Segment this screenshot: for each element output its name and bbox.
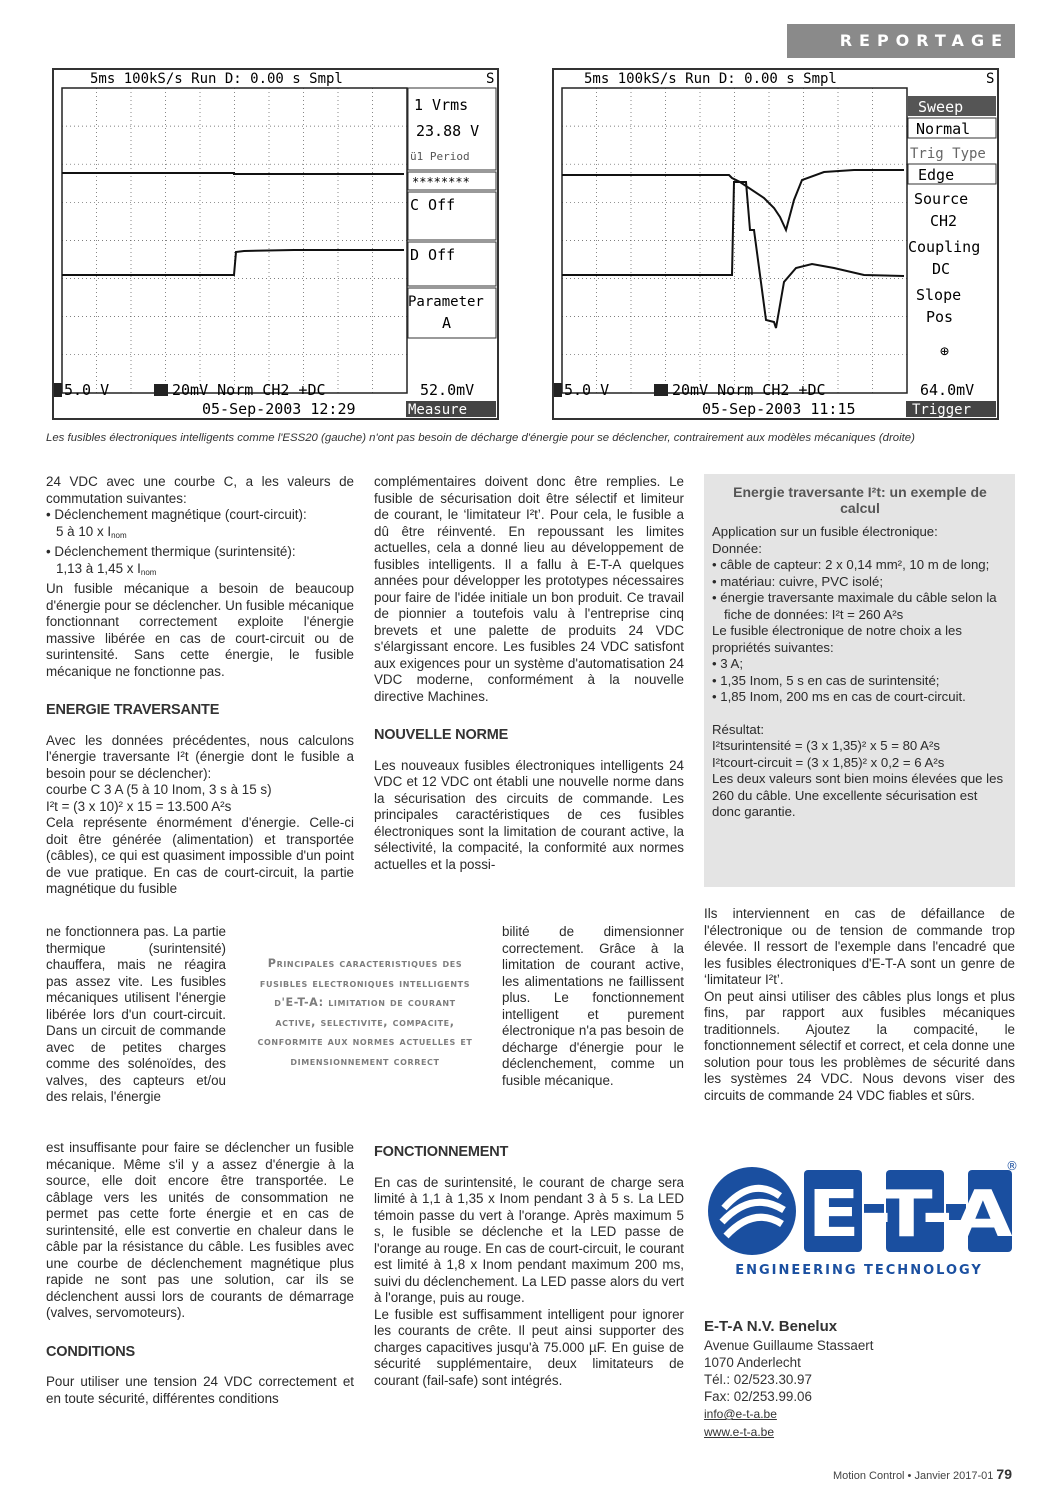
svg-text:Trig Type: Trig Type — [910, 146, 986, 162]
paragraph: bilité de dimensionner correctement. Grâce à la limitation de courant active, les alimentations ne faillissent plus. Le fonctionnement intelligent et purement électronique n'a pas besoin de décharge d'énergie pour le déclenchement, comme un fusible mécanique. — [502, 924, 684, 1088]
figure-caption: Les fusibles électroniques intelligents comme l'ESS20 (gauche) n'ont pas besoin de décharge d'énergie pour se déclencher, contrairement aux modèles mécaniques (droite) — [46, 432, 915, 444]
svg-text:A: A — [442, 314, 452, 332]
section-heading: NOUVELLE NORME — [374, 727, 509, 743]
scope-left-button: Measure — [408, 402, 468, 418]
svg-text:C Off: C Off — [410, 196, 456, 214]
svg-text:D Off: D Off — [410, 246, 456, 264]
scope-right-topbar-end: S — [986, 71, 995, 87]
bullet-value: 5 à 10 x $I_{nom}$ — [56, 523, 127, 540]
scope-right-date: 05-Sep-2003 11:15 — [702, 400, 856, 418]
box-list-item: • 1,85 Inom, 200 ms en cas de court-circuit. — [712, 689, 966, 704]
box-conclusion: Les deux valeurs sont bien moins élevées que les 260 du câble. Une excellente sécurisation est donc garantie. — [712, 771, 1004, 819]
phone: Tél.: 02/523.30.97 — [704, 1372, 812, 1387]
scope-left-date: 05-Sep-2003 12:29 — [202, 400, 356, 418]
address-city: 1070 Anderlecht — [704, 1355, 801, 1370]
scope-left-topbar-end: S — [486, 71, 495, 87]
column-1-wrap — [46, 924, 226, 1106]
contact-block — [704, 1318, 1015, 1441]
box-list-item: • matériau: cuivre, PVC isolé; — [712, 573, 883, 589]
column-1 — [46, 474, 354, 898]
scope-left-reading: 52.0mV — [420, 381, 475, 399]
svg-text:Source: Source — [914, 190, 969, 208]
website-link[interactable]: www.e-t-a.be — [704, 1425, 775, 1439]
svg-text:Sweep: Sweep — [918, 98, 964, 116]
box-list-item: • câble de capteur: 2 x 0,14 mm², 10 m de long; — [712, 557, 990, 572]
oscilloscope-right-screen — [554, 70, 997, 418]
box-text: Application sur un fusible électronique: — [712, 524, 938, 539]
trace-bottom — [62, 250, 404, 275]
paragraph: Le fusible est suffisamment intelligent pour ignorer les courants de crête. Il peut ainsi supporter des charges capacitives jusqu'à 75.000 µF. En guise de sécurité supplémentaire, deux limitateurs de courant (fail-safe) sont intégrés. — [374, 1306, 684, 1388]
scope-right-reading: 64.0mV — [920, 381, 975, 399]
svg-text:Pos: Pos — [926, 308, 954, 326]
scope-right-menu — [908, 96, 996, 360]
example-box — [704, 474, 1015, 887]
svg-text:CH2: CH2 — [930, 212, 958, 230]
scope-left-ch2-info: 20mV Norm CH2 +DC — [172, 381, 326, 399]
column-2-bottom — [374, 1144, 684, 1389]
company-name: E-T-A N.V. Benelux — [704, 1318, 838, 1335]
paragraph: ne fonctionnera pas. La partie thermique (surintensité) chauffera, mais ne réagira pas assez vite. Les fusibles mécaniques utilisent l'énergie libérée lors d'un court-circuit. Dans un circuit de commande avec de petites charges comme des solénoïdes, des valves, des capteurs et/ou des relais, l'énergie — [46, 924, 226, 1104]
paragraph: Avec les données précédentes, nous calculons l'énergie traversante I²t (énergie dont le fusible a besoin pour se déclencher): — [46, 732, 354, 781]
svg-text:⊕: ⊕ — [940, 342, 950, 360]
svg-text:Parameter: Parameter — [408, 294, 484, 310]
scope-right-topbar: 5ms 100kS/s Run D: 0.00 s Smpl — [584, 71, 837, 87]
box-text: Le fusible électronique de notre choix a les propriétés suivantes: — [712, 623, 962, 655]
scope-left-menu — [408, 88, 496, 338]
svg-text:1 Vrms: 1 Vrms — [414, 96, 469, 114]
section-heading: CONDITIONS — [46, 1343, 136, 1360]
oscilloscope-left-screen — [54, 70, 497, 418]
bullet-item: • Déclenchement magnétique (court-circuit): — [46, 507, 307, 522]
box-result: I²tsurintensité = (3 x 1,35)² x 5 = 80 A²s — [712, 738, 940, 753]
trace-top — [62, 173, 404, 174]
box-result: I²tcourt-circuit = (3 x 1,85)² x 0,2 = 6 A²s — [712, 754, 945, 770]
column-2-wrap — [502, 924, 684, 1089]
page-footer — [833, 1466, 1012, 1482]
bullet-item: • Déclenchement thermique (surintensité): — [46, 544, 296, 559]
paragraph: 24 VDC avec une courbe C, a les valeurs de commutation suivantes: — [46, 474, 354, 506]
paragraph: est insuffisante pour faire se déclencher un fusible mécanique. Même s'il y a assez d'énergie à la source, elle doit encore être transportée. Le câblage vers les unités de consommation ne permet pas cette forte énergie et en cas de surintensité, elle est convertie en chaleur dans le câble par la résistance du câble. Les fusibles avec une courbe de déclenchement magnétique plus rapide ne sont pas une solution, car ils se déclenchent aussi lors de courants de démarrage (valves, servomoteurs). — [46, 1140, 354, 1320]
svg-text:Coupling: Coupling — [908, 238, 981, 256]
column-3 — [704, 906, 1015, 1104]
section-tag: REPORTAGE — [787, 24, 1015, 58]
fax: Fax: 02/253.99.06 — [704, 1389, 812, 1404]
svg-text:********: ******** — [412, 175, 470, 189]
svg-text:Edge: Edge — [918, 166, 955, 184]
box-text: Donnée: — [712, 540, 762, 556]
box-title: Energie traversante I²t: un exemple de calcul — [733, 484, 987, 516]
eta-logo — [704, 1156, 1018, 1286]
svg-text:23.88 V: 23.88 V — [416, 122, 480, 140]
svg-text:ü1 Period: ü1 Period — [410, 150, 470, 163]
bullet-value: 1,13 à 1,45 x $I_{nom}$ — [56, 560, 157, 577]
svg-text:DC: DC — [932, 260, 951, 278]
box-list-item: • 3 A; — [712, 656, 744, 671]
email-link[interactable]: info@e-t-a.be — [704, 1407, 777, 1421]
paragraph: Les nouveaux fusibles électroniques intelligents 24 VDC et 12 VDC ont établi une nouvelle norme dans la sécurisation des circuits de commande. Les principales caractéristiques de ces fusibles électroniques sont la limitation de courant active, la sélectivité, la compacité, la conformité aux normes actuelles et la possi- — [374, 757, 684, 872]
column-1-bottom — [46, 1140, 354, 1407]
column-2 — [374, 474, 684, 873]
page-number: 79 — [996, 1466, 1012, 1482]
scope-left-topbar: 5ms 100kS/s Run D: 0.00 s Smpl — [90, 71, 343, 87]
pull-quote: Principales caracteristiques des fusibles electroniques intelligents d'E-T-A: limitation de courant active, selectivite, compacite, conformite aux normes actuelles et dimensionnement correct — [257, 957, 473, 1068]
logo-tagline: ENGINEERING TECHNOLOGY — [735, 1263, 983, 1278]
paragraph: Ils interviennent en cas de défaillance de l'électronique ou de tension de commande trop élevée. Il ressort de l'exemple dans l'encadré que les fusibles électroniques d'E-T-A sont un genre de ‘limitateur I²t’. — [704, 906, 1015, 987]
logo-letters: E-T-A — [807, 1178, 1014, 1252]
formula: courbe C 3 A (5 à 10 Inom, 3 s à 15 s) — [46, 782, 272, 797]
paragraph: Cela représente énormément d'énergie. Celle-ci doit être générée (alimentation) et transportée (câbles), ce qui est quasiment impossible d'un point de vue pratique. En cas de court-circuit, la partie magnétique du fusible — [46, 815, 354, 896]
box-list-item: • énergie traversante maximale du câble selon la fiche de données: I²t = 260 A²s — [712, 590, 997, 622]
scope-left-ch1-scale: 5.0 V — [64, 381, 110, 399]
trace-bottom — [562, 182, 904, 328]
section-heading: FONCTIONNEMENT — [374, 1144, 509, 1160]
paragraph: Un fusible mécanique a besoin de beaucoup d'énergie pour se déclencher. Un fusible mécanique fonctionnant correctement exploite l'énergie massive libérée en cas de court-circuit ou de surintensité. Sans cette énergie, le fusible mécanique ne fonctionne pas. — [46, 581, 354, 679]
scope-right-button: Trigger — [912, 402, 972, 418]
scope-right-ch2-info: 20mV Norm CH2 +DC — [672, 381, 826, 399]
footer-publication: Motion Control • Janvier 2017-01 — [832, 1470, 994, 1482]
paragraph: On peut ainsi utiliser des câbles plus longs et plus fins, par rapport aux fusibles mécaniques traditionnels. Ajoutez la compacité, le fonctionnement sélectif et correct, et cela donne une solution pour tous les problèmes de sécurité dans les systèmes 24 VDC. Nous devons viser des circuits de commande 24 VDC fiables et sûrs. — [704, 988, 1015, 1103]
scope-right-ch1-scale: 5.0 V — [564, 381, 610, 399]
box-list-item: • 1,35 Inom, 5 s en cas de surintensité; — [712, 672, 940, 688]
paragraph: En cas de surintensité, le courant de charge sera limité à 1,1 à 1,35 x Inom pendant 3 à 5 s. La LED témoin passe du vert à l'orange. Après maximum 5 s, le fusible se déclenche et la LED passe de l'orange au rouge. En cas de court-circuit, le courant est limité à 1,8 x Inom pendant maximum 200 ms, suivi du déclenchement. La LED passe alors du vert à l'orange, puis au rouge. — [374, 1174, 684, 1305]
logo-registered: ® — [1006, 1159, 1018, 1173]
address-street: Avenue Guillaume Stassaert — [704, 1338, 874, 1353]
paragraph: Pour utiliser une tension 24 VDC correctement et en toute sécurité, différentes conditions — [46, 1374, 354, 1406]
svg-text:Slope: Slope — [916, 286, 962, 304]
formula: I²t = (3 x 10)² x 15 = 13.500 A²s — [46, 798, 232, 814]
oscilloscope-right — [552, 68, 999, 420]
box-result-label: Résultat: — [712, 721, 765, 737]
section-heading: ENERGIE TRAVERSANTE — [46, 702, 220, 718]
svg-text:Normal: Normal — [916, 120, 971, 138]
paragraph: complémentaires doivent donc être remplies. Le fusible de sécurisation doit être sélectif et limiteur de courant, le ‘limitateur I²t’. Pour cela, le fusible a dû être réinventé. En repoussant les limites actuelles, cela a donné lieu au développement de fusibles intelligents. Il a fallu à E-T-A quelques années pour développer les prototypes nécessaires pour faire de l'idée initiale un bon produit. Ce travail de pionnier a toutefois valu à l'entreprise cinq brevets et une palette de produits 24 VDC s'élargissant encore. Les fusibles 24 VDC satisfont aux exigences pour un système d'automatisation 24 VDC moderne, conformément à la nouvelle directive Machines. — [374, 474, 684, 704]
oscilloscope-left — [52, 68, 499, 420]
